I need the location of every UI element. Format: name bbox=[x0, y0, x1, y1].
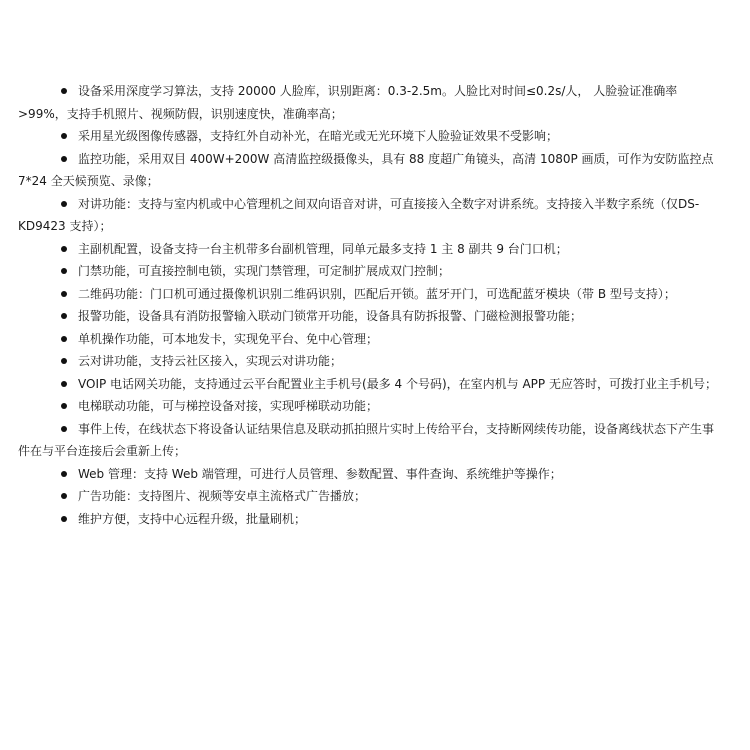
list-item bbox=[18, 148, 720, 193]
bullet-icon bbox=[61, 201, 67, 207]
list-item-text: 单机操作功能，可本地发卡，实现免平台、免中心管理； bbox=[78, 331, 379, 346]
list-item bbox=[18, 485, 720, 508]
list-item bbox=[18, 193, 720, 238]
list-item-text: 门禁功能，可直接控制电锁，实现门禁管理，可定制扩展成双门控制； bbox=[78, 264, 451, 278]
bullet-icon bbox=[61, 516, 67, 522]
bullet-icon bbox=[61, 358, 67, 364]
list-item-text: 广告功能：支持图片、视频等安卓主流格式广告播放； bbox=[78, 489, 367, 503]
list-item-text: 监控功能，采用双目 400W+200W 高清监控级摄像头，具有 88 度超广角镜头，高清 1080P 画质，可作为安防监控点7*24 全天候预览、录像； bbox=[18, 151, 714, 188]
list-item-text: 对讲功能：支持与室内机或中心管理机之间双向语音对讲，可直接接入全数字对讲系统。支持接入半数字系统（仅DS-KD9423 支持）； bbox=[18, 196, 700, 233]
list-item-text: 设备采用深度学习算法，支持 20000 人脸库，识别距离：0.3-2.5m。人脸比对时间≤0.2s/人， 人脸验证准确率>99%，支持手机照片、视频防假，识别速度快，准确率高； bbox=[18, 84, 678, 121]
list-item-text: 主副机配置，设备支持一台主机带多台副机管理，同单元最多支持 1 主 8 副共 9 台门口机； bbox=[78, 241, 568, 256]
bullet-icon bbox=[61, 88, 67, 94]
bullet-icon bbox=[61, 268, 67, 274]
bullet-icon bbox=[61, 426, 67, 432]
bullet-icon bbox=[61, 246, 67, 252]
list-item bbox=[18, 305, 720, 328]
list-item-text: 维护方便，支持中心远程升级，批量刷机； bbox=[78, 511, 307, 526]
list-item bbox=[18, 283, 720, 306]
list-item bbox=[18, 350, 720, 373]
list-item-text: VOIP 电话网关功能，支持通过云平台配置业主手机号(最多 4 个号码)，在室内机与 APP 无应答时，可拨打业主手机号； bbox=[78, 376, 717, 391]
list-item bbox=[18, 395, 720, 418]
list-item-text: 采用星光级图像传感器，支持红外自动补光，在暗光或无光环境下人脸验证效果不受影响； bbox=[78, 129, 559, 143]
list-item bbox=[18, 238, 720, 261]
list-item bbox=[18, 80, 720, 125]
list-item-text: 二维码功能：门口机可通过摄像机识别二维码识别，匹配后开锁。蓝牙开门，可选配蓝牙模块（带 B 型号支持）； bbox=[78, 286, 676, 301]
bullet-icon bbox=[61, 291, 67, 297]
bullet-icon bbox=[61, 156, 67, 162]
feature-list bbox=[18, 80, 720, 530]
list-item bbox=[18, 328, 720, 351]
list-item bbox=[18, 373, 720, 396]
list-item-text: Web 管理：支持 Web 端管理，可进行人员管理、参数配置、事件查询、系统维护等操作； bbox=[78, 466, 562, 481]
bullet-icon bbox=[61, 313, 67, 319]
bullet-icon bbox=[61, 133, 67, 139]
bullet-icon bbox=[61, 336, 67, 342]
list-item bbox=[18, 508, 720, 531]
list-item-text: 电梯联动功能，可与梯控设备对接，实现呼梯联动功能； bbox=[78, 399, 379, 413]
list-item-text: 云对讲功能，支持云社区接入，实现云对讲功能； bbox=[78, 354, 343, 368]
list-item bbox=[18, 260, 720, 283]
bullet-icon bbox=[61, 493, 67, 499]
list-item bbox=[18, 463, 720, 486]
bullet-icon bbox=[61, 381, 67, 387]
list-item bbox=[18, 125, 720, 148]
bullet-icon bbox=[61, 403, 67, 409]
list-item bbox=[18, 418, 720, 463]
list-item-text: 事件上传，在线状态下将设备认证结果信息及联动抓拍照片实时上传给平台，支持断网续传功能，设备离线状态下产生事件在与平台连接后会重新上传； bbox=[18, 421, 715, 458]
list-item-text: 报警功能，设备具有消防报警输入联动门锁常开功能，设备具有防拆报警、门磁检测报警功能； bbox=[78, 309, 583, 323]
bullet-icon bbox=[61, 471, 67, 477]
